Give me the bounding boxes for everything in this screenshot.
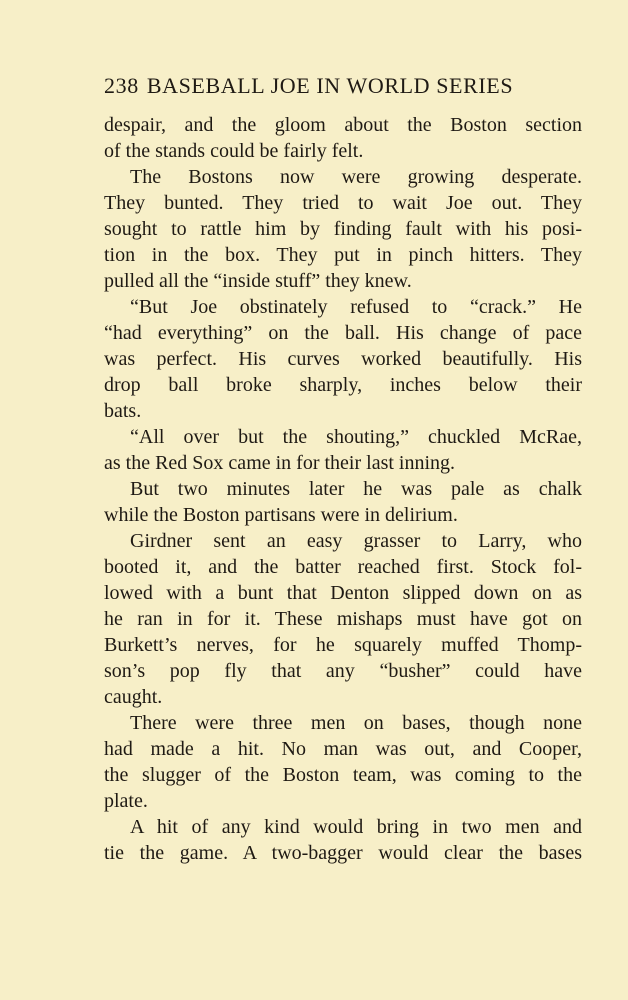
- text-line: “But Joe obstinately refused to “crack.” He: [130, 296, 582, 318]
- text-line: caught.: [104, 686, 163, 708]
- text-line: A hit of any kind would bring in two men and: [130, 816, 582, 838]
- text-line: Girdner sent an easy grasser to Larry, who: [130, 530, 582, 552]
- text-line: They bunted. They tried to wait Joe out. They: [104, 192, 582, 214]
- text-line: while the Boston partisans were in delirium.: [104, 504, 458, 526]
- text-line: was perfect. His curves worked beautifully. His: [104, 348, 582, 370]
- text-line: But two minutes later he was pale as chalk: [130, 478, 582, 500]
- text-line: “had everything” on the ball. His change of pace: [104, 322, 582, 344]
- text-line: plate.: [104, 790, 148, 812]
- text-line: booted it, and the batter reached first. Stock fol-: [104, 556, 582, 578]
- running-header: [104, 73, 584, 99]
- text-line: pulled all the “inside stuff” they knew.: [104, 270, 412, 292]
- text-line: There were three men on bases, though none: [130, 712, 582, 734]
- text-line: of the stands could be fairly felt.: [104, 140, 364, 162]
- text-line: tion in the box. They put in pinch hitters. They: [104, 244, 582, 266]
- text-line: “All over but the shouting,” chuckled McRae,: [130, 426, 582, 448]
- page-number: 238: [104, 73, 139, 98]
- text-line: drop ball broke sharply, inches below their: [104, 374, 582, 396]
- text-line: tie the game. A two-bagger would clear the bases: [104, 842, 582, 864]
- text-line: son’s pop fly that any “busher” could have: [104, 660, 582, 682]
- text-line: he ran in for it. These mishaps must have got on: [104, 608, 582, 630]
- text-line: as the Red Sox came in for their last inning.: [104, 452, 456, 474]
- text-line: despair, and the gloom about the Boston section: [104, 114, 582, 136]
- text-line: bats.: [104, 400, 142, 422]
- text-line: had made a hit. No man was out, and Cooper,: [104, 738, 582, 760]
- text-line: Burkett’s nerves, for he squarely muffed Thomp-: [104, 634, 582, 656]
- body-text: [104, 112, 582, 866]
- text-line: sought to rattle him by finding fault with his posi-: [104, 218, 582, 240]
- text-line: the slugger of the Boston team, was coming to the: [104, 764, 582, 786]
- running-title: BASEBALL JOE IN WORLD SERIES: [146, 73, 514, 98]
- text-line: The Bostons now were growing desperate.: [130, 166, 582, 188]
- text-line: lowed with a bunt that Denton slipped down on as: [104, 582, 582, 604]
